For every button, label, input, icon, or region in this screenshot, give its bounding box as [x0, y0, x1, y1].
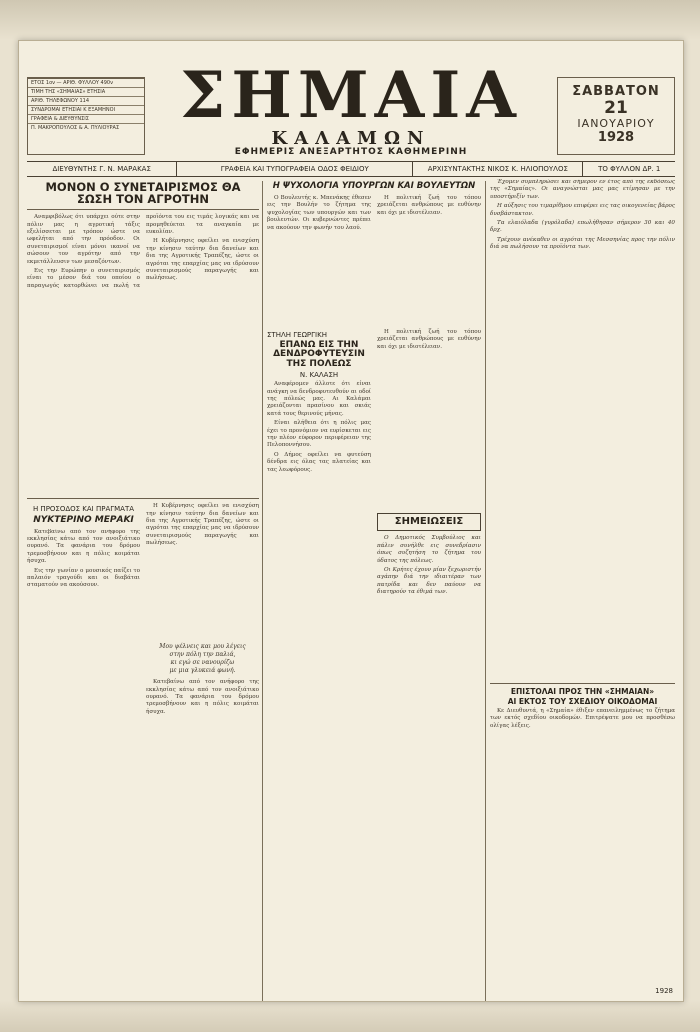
paragraph: Ο Βουλευτής κ. Μπενάκης έθεσεν εις την Βουλήν το ζήτημα της ψυχολογίας των υπουργών και των βουλευτών. Οι κυβερνώντες πρέπει να ακούουν την φωνήν του λαού.	[267, 194, 371, 231]
trees-article	[267, 329, 371, 941]
continuation-text	[146, 679, 259, 879]
newspaper-page	[18, 40, 684, 1002]
poem-line: με μια γλυκειά φωνή.	[169, 667, 236, 675]
rural-headline: ΝΥΚΤΕΡΙΝΟ ΜΕΡΑΚΙ	[33, 515, 134, 526]
paragraph: Η αύξησις του τιμαρίθμου επιφέρει εις τας οικογενείας βάρος δυσβάστακτον.	[490, 203, 675, 217]
paragraph: Οι Κρήτες έχουν μίαν ξεχωριστήν αγάπην διά την ιδιαιτέραν των πατρίδα και δεν παύουν να διατηρούν τα έθιμά των.	[377, 567, 481, 596]
ear-line: ΣΥΝΔΡΟΜΑΙ ΕΤΗΣΙΑΙ Κ ΕΞΑΜΗΝΟΙ	[28, 106, 144, 115]
newspaper-title: ΣΗΜΑΙΑ	[180, 58, 522, 133]
page-folio: 1928	[655, 987, 673, 995]
lower-left-block	[27, 503, 259, 948]
letter-body	[490, 708, 675, 968]
divider	[27, 498, 259, 499]
paragraph: Εις την γωνίαν ο μουσικός παίζει το παλαιόν τραγούδι και οι διαβάται σταματούν να ακούσουν.	[27, 567, 140, 589]
paragraph: Αναφέρομεν άλλοτε ότι είναι ανάγκη να δενδροφυτευθούν αι οδοί της πόλεώς μας. Αι Καλάμαι χρειάζονται πρασίνου και σκιάς κατά τους θερινούς μήνας.	[267, 381, 371, 417]
divider	[490, 683, 675, 684]
paper-edge-top	[0, 0, 700, 40]
newspaper-slogan: ΕΦΗΜΕΡΙΣ ΑΝΕΞΑΡΤΗΤΟΣ ΚΑΘΗΜΕΡΙΝΗ	[234, 147, 468, 157]
paragraph: Η Κυβέρνησις οφείλει να ενισχύση την κίνησιν ταύτην δια δανείων και δια της Αγροτικής Τραπέζης, ώστε οι αγρόται της επαρχίας μας να ιδρύσουν συνεταιρισμούς παραγωγής και πωλήσεως.	[146, 238, 259, 282]
paragraph: Τρέχουν ανέκαθεν οι αγρόται της Μεσσηνίας προς την πόλιν διά να πωλήσουν τα προϊόντα των.	[490, 236, 675, 251]
lead-body	[27, 214, 259, 494]
poem-line: Μου ψέλνεις και μου λέγεις	[159, 643, 246, 651]
column-rule	[485, 181, 486, 1001]
paragraph: Κε Διευθυντά, η «Σημαία» έθιξεν επανειλημμένως το ζήτημα των εκτός σχεδίου οικοδομών. Επιτρέψατε μου να προσθέσω ολίγας λέξεις.	[490, 707, 675, 729]
middle-lower	[267, 329, 481, 941]
paragraph: Η πολιτική ζωή του τόπου χρειάζεται ανθρώπους με ευθύνην και όχι με ιδιοτέλειαν.	[377, 328, 481, 350]
column-rule	[262, 181, 263, 1001]
editor-credit: ΑΡΧΙΣΥΝΤΑΚΤΗΣ ΝΙΚΟΣ Κ. ΗΛΙΟΠΟΥΛΟΣ	[413, 162, 583, 176]
continuation-text	[146, 503, 259, 643]
ear-line: ΑΡΙΘ. ΤΗΛΕΦΩΝΟΥ 114	[28, 97, 144, 106]
paragraph: Αναμφιβόλως ότι υπάρχει ούτε στην πόλιν μας η αγροτική τάξις εξελίσσεται με τρόπον ώστε να ωφελήται από την πρόοδον. Οι συνεταιρισμοί είναι μόνοι ικανοί να σώσουν τον αγρότην από την εκμετάλλευσιν των μεσαζόντων.	[27, 214, 140, 265]
paragraph: Ο Δήμος οφείλει να φυτεύση δένδρα εις όλας τας πλατείας και τας λεωφόρους.	[267, 451, 371, 473]
notes-headline: ΣΗΜΕΙΩΣΕΙΣ	[377, 513, 481, 532]
paragraph: Η πολιτική ζωή του τόπου χρειάζεται ανθρώπους με ευθύνην και όχι με ιδιοτέλειαν.	[377, 194, 481, 216]
date-number: 21	[604, 98, 628, 118]
left-ear-box	[27, 77, 145, 155]
trees-kicker: ΣΤΗΛΗ ΓΕΩΡΓΙΚΗ	[267, 330, 327, 339]
ear-line: ΕΤΟΣ 1ον — ΑΡΙΘ. ΦΥΛΛΟΥ 490ν	[28, 78, 144, 88]
paragraph: Είναι αλήθεια ότι η πόλις μας έχει το προνόμιον να ευρίσκεται εις την πλέον εύφορον περιφέρειαν της Πελοποννήσου.	[267, 420, 371, 449]
right-column	[490, 179, 675, 968]
paragraph: Έχομεν συμπληρώσει και σήμερον εν έτος από της εκδόσεως της «Σημαίας». Οι αναγνώσται μας μας ετίμησαν με την υποστήριξίν των.	[490, 179, 675, 200]
psychology-headline: Η ΨΥΧΟΛΟΓΙΑ ΥΠΟΥΡΓΩΝ ΚΑΙ ΒΟΥΛΕΥΤΩΝ	[272, 181, 476, 191]
date-day: ΣΑΒΒΑΤΟΝ	[572, 84, 660, 99]
notes-column	[377, 329, 481, 941]
rural-body	[27, 529, 140, 949]
trees-body	[267, 381, 371, 941]
psychology-body	[267, 195, 481, 325]
middle-articles	[267, 179, 481, 941]
ear-line: Π. ΜΑΚΡΟΠΟΥΛΟΣ & Α. ΠΥΛΙΟΥΡΑΣ	[31, 125, 120, 131]
ear-line: ΓΡΑΦΕΙΑ & ΔΙΕΥΘΥΝΣΙΣ	[28, 115, 144, 124]
date-month: ΙΑΝΟΥΑΡΙΟΥ	[577, 117, 655, 130]
rural-kicker: Η ΠΡΟΣΟΔΟΣ ΚΑΙ ΠΡΑΓΜΑΤΑ	[32, 505, 135, 514]
trees-headline: ΕΠΑΝΩ ΕΙΣ ΤΗΝ ΔΕΝΔΡΟΦΥΤΕΥΣΙΝ ΤΗΣ ΠΟΛΕΩΣ	[273, 339, 365, 369]
director-credit: ΔΙΕΥΘΥΝΤΗΣ Γ. Ν. ΜΑΡΑΚΑΣ	[27, 162, 177, 176]
poem-line: κι εγώ σε νανουρίζω	[170, 659, 235, 667]
paragraph: Τα ελαιόλαδα (γυρόλαδα) επωλήθησαν σήμερον 30 και 40 δρχ.	[490, 220, 675, 234]
date-box	[557, 77, 675, 155]
price-label: ΤΟ ΦΥΛΛΟΝ ΔΡ. 1	[598, 165, 661, 173]
notes-body	[377, 535, 481, 915]
lead-article	[27, 179, 259, 949]
continuation-text	[377, 329, 481, 509]
letter-headline: ΕΠΙΣΤΟΛΑΙ ΠΡΟΣ ΤΗΝ «ΣΗΜΑΙΑΝ»	[510, 687, 655, 696]
ear-line: ΤΙΜΗ ΤΗΣ «ΣΗΜΑΙΑΣ» ΕΤΗΣΙΑ	[28, 88, 144, 97]
paper-edge-bottom	[0, 1000, 700, 1032]
paragraph: Εις την Ευρώπην ο συνεταιρισμός είναι το μέσον διά του οποίου ο παραγωγός κατορθώνει να πωλή τα προϊόντα του εις τιμάς λογικάς και να προμηθεύεται τα αναγκαία με ευκολίαν.	[27, 214, 259, 289]
poem-block	[146, 503, 259, 948]
poem	[146, 643, 259, 675]
paragraph: Η Κυβέρνησις οφείλει να ενισχύση την κίνησιν ταύτην δια δανείων και δια της Αγροτικής Τραπέζης, ώστε οι αγρόται της επαρχίας μας να ιδρύσουν συνεταιρισμούς παραγωγής και πωλήσεως.	[146, 503, 259, 547]
rural-article	[27, 503, 140, 948]
paragraph: Κατεβαίνω από τον ανήφορο της εκκλησίας κάτω από τον ανοιξιάτικο ουρανό. Τα φανάρια του δρόμου τρεμοσβήνουν και η πόλις κοιμάται ήσυχα.	[146, 679, 259, 715]
lead-headline: ΜΟΝΟΝ Ο ΣΥΝΕΤΑΙΡΙΣΜΟΣ ΘΑ ΣΩΣΗ ΤΟΝ ΑΓΡΟΤΗΝ	[45, 180, 241, 207]
letter-subheadline: ΑΙ ΕΚΤΟΣ ΤΟΥ ΣΧΕΔΙΟΥ ΟΙΚΟΔΟΜΑΙ	[507, 696, 658, 706]
paragraph: Ο Δημοτικός Συμβούλιος και πάλιν συνήλθε εις συνεδρίασιν όπως συζητήση το ζήτημα του ύδατος της πόλεως.	[377, 535, 481, 564]
divider	[27, 209, 259, 210]
info-bar	[27, 161, 675, 177]
paragraph: Κατεβαίνω από τον ανήφορο της εκκλησίας κάτω από τον ανοιξιάτικο ουρανό. Τα φανάρια του δρόμου τρεμοσβήνουν και η πόλις κοιμάται ήσυχα.	[27, 528, 140, 565]
masthead	[19, 41, 683, 163]
offices-credit: ΓΡΑΦΕΙΑ ΚΑΙ ΤΥΠΟΓΡΑΦΕΙΑ ΟΔΟΣ ΦΕΙΔΙΟΥ	[177, 162, 413, 176]
date-year: 1928	[597, 130, 635, 145]
poem-line: στην πόλη την παλιά,	[169, 651, 236, 659]
trees-byline: Ν. ΚΑΛΑΣΗ	[299, 371, 339, 380]
newspaper-subtitle: ΚΑΛΑΜΩΝ	[271, 128, 431, 149]
right-column-body	[490, 179, 675, 679]
